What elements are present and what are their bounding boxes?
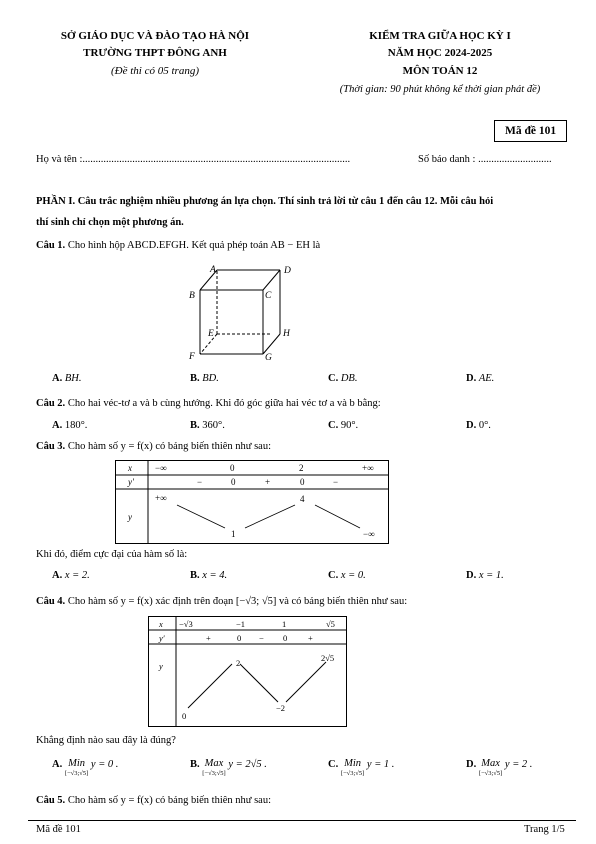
question-label: Câu 1. xyxy=(36,240,66,251)
q1-option-b[interactable]: B. BD. xyxy=(190,373,219,384)
vertex-g-label: G xyxy=(265,353,272,363)
exam-code-box: Mã đề 101 xyxy=(494,120,567,142)
question-text: Cho hàm số y = f(x) có bảng biến thiên như sau: xyxy=(67,441,272,452)
q4-option-c[interactable]: C. Min [−√3;√5] y = 1 . xyxy=(328,758,395,777)
y-value: +∞ xyxy=(155,493,167,503)
question-5 xyxy=(36,795,271,806)
q3-option-c[interactable]: C. x = 0. xyxy=(328,570,366,581)
y-row-label: y xyxy=(128,512,132,522)
footer-exam-code: Mã đề 101 xyxy=(36,824,81,835)
footer-divider xyxy=(28,820,576,821)
arrow-decrease xyxy=(240,664,278,702)
q4-variation-table xyxy=(148,616,348,728)
x-row-label: x xyxy=(128,463,132,473)
x-value: 0 xyxy=(230,463,235,473)
q1-option-d[interactable]: D. AE. xyxy=(466,373,495,384)
question-text: Cho hình hộp ABCD.EFGH. Kết quả phép toán AB − EH là xyxy=(67,240,321,251)
yprime-sign: 0 xyxy=(237,633,242,643)
vertex-c-label: C xyxy=(265,291,272,301)
q1-option-c[interactable]: C. DB. xyxy=(328,373,358,384)
x-row-label: x xyxy=(159,619,163,629)
section-title-line1: PHẦN I. Câu trắc nghiệm nhiều phương án lựa chọn. Thí sinh trả lời từ câu 1 đến câu 12. Mỗi câu hỏi xyxy=(36,196,494,207)
school-department: SỞ GIÁO DỤC VÀ ĐÀO TẠO HÀ NỘI xyxy=(60,30,250,42)
yprime-row-label: y′ xyxy=(159,633,165,643)
q4-option-a[interactable]: A. Min [−√3;√5] y = 0 . xyxy=(52,758,119,777)
yprime-sign: 0 xyxy=(283,633,288,643)
yprime-sign: 0 xyxy=(300,477,305,487)
page-count-note: (Đề thi có 05 trang) xyxy=(111,65,199,77)
question-label: Câu 4. xyxy=(36,596,66,607)
school-name: TRƯỜNG THPT ĐÔNG ANH xyxy=(83,47,227,59)
cuboid-figure xyxy=(180,262,310,364)
subject: MÔN TOÁN 12 xyxy=(402,65,478,77)
y-value: 2√5 xyxy=(321,653,335,663)
exam-title: KIỂM TRA GIỮA HỌC KỲ I xyxy=(369,30,511,42)
question-3 xyxy=(36,441,271,452)
yprime-sign: − xyxy=(259,633,264,643)
q2-option-c[interactable]: C. 90°. xyxy=(328,420,359,431)
student-name-field: Họ và tên :...................................................................................................... xyxy=(36,154,351,165)
y-value: 0 xyxy=(182,711,187,721)
question-text: Cho hàm số y = f(x) xác định trên đoạn [−√3; √5] và có bảng biến thiên như sau: xyxy=(67,596,408,607)
y-value: 2 xyxy=(236,658,241,668)
q4-option-d[interactable]: D. Max [−√3;√5] y = 2 . xyxy=(466,758,533,777)
x-value: −∞ xyxy=(155,463,167,473)
question-4 xyxy=(36,596,407,607)
q3-option-b[interactable]: B. x = 4. xyxy=(190,570,228,581)
y-value: −2 xyxy=(276,703,286,713)
arrow-increase xyxy=(245,505,295,528)
y-value: −∞ xyxy=(363,529,375,539)
question-label: Câu 3. xyxy=(36,441,66,452)
x-value: √5 xyxy=(326,619,335,629)
x-value: 2 xyxy=(299,463,304,473)
q3-followup: Khi đó, điểm cực đại của hàm số là: xyxy=(36,549,188,560)
yprime-sign: 0 xyxy=(231,477,236,487)
time-note: (Thời gian: 90 phút không kể thời gian phát đề) xyxy=(339,84,541,95)
arrow-increase xyxy=(286,662,326,702)
question-text: Cho hai véc-tơ a và b cùng hướng. Khi đó góc giữa hai véc tơ a và b bằng: xyxy=(67,398,381,409)
x-value: −1 xyxy=(236,619,246,629)
question-label: Câu 2. xyxy=(36,398,66,409)
q2-option-d[interactable]: D. 0°. xyxy=(466,420,491,431)
x-value: 1 xyxy=(282,619,287,629)
student-id-field: Số báo danh : ............................ xyxy=(418,154,552,165)
section-title-line2: thí sinh chỉ chọn một phương án. xyxy=(36,217,184,228)
vertex-a-label: A xyxy=(210,265,216,275)
question-1 xyxy=(36,240,320,251)
question-text: Cho hàm số y = f(x) có bảng biến thiên như sau: xyxy=(67,795,272,806)
x-value: +∞ xyxy=(362,463,374,473)
question-2 xyxy=(36,398,381,409)
question-label: Câu 5. xyxy=(36,795,66,806)
q1-option-a[interactable]: A. BH. xyxy=(52,373,82,384)
q4-followup: Khẳng định nào sau đây là đúng? xyxy=(36,735,176,746)
yprime-sign: + xyxy=(308,633,313,643)
yprime-sign: − xyxy=(333,477,339,487)
yprime-sign: + xyxy=(265,477,271,487)
q3-option-a[interactable]: A. x = 2. xyxy=(52,570,90,581)
yprime-sign: + xyxy=(206,633,211,643)
y-row-label: y xyxy=(159,661,163,671)
arrow-decrease xyxy=(315,505,360,528)
vertex-d-label: D xyxy=(284,266,291,276)
vertex-e-label: E xyxy=(208,329,214,339)
x-value: −√3 xyxy=(179,619,193,629)
vertex-f-label: F xyxy=(189,352,195,362)
q3-option-d[interactable]: D. x = 1. xyxy=(466,570,504,581)
q2-option-b[interactable]: B. 360°. xyxy=(190,420,225,431)
q3-variation-table xyxy=(115,460,390,545)
arrow-increase xyxy=(188,664,232,708)
vertex-b-label: B xyxy=(189,291,195,301)
y-value: 4 xyxy=(300,494,305,504)
arrow-decrease xyxy=(177,505,225,528)
q2-option-a[interactable]: A. 180°. xyxy=(52,420,88,431)
school-year: NĂM HỌC 2024-2025 xyxy=(387,47,493,59)
yprime-row-label: y′ xyxy=(128,477,134,487)
yprime-sign: − xyxy=(197,477,203,487)
y-value: 1 xyxy=(231,529,236,539)
q4-option-b[interactable]: B. Max [−√3;√5] y = 2√5 . xyxy=(190,758,267,777)
vertex-h-label: H xyxy=(283,329,290,339)
footer-page-number: Trang 1/5 xyxy=(524,824,565,835)
